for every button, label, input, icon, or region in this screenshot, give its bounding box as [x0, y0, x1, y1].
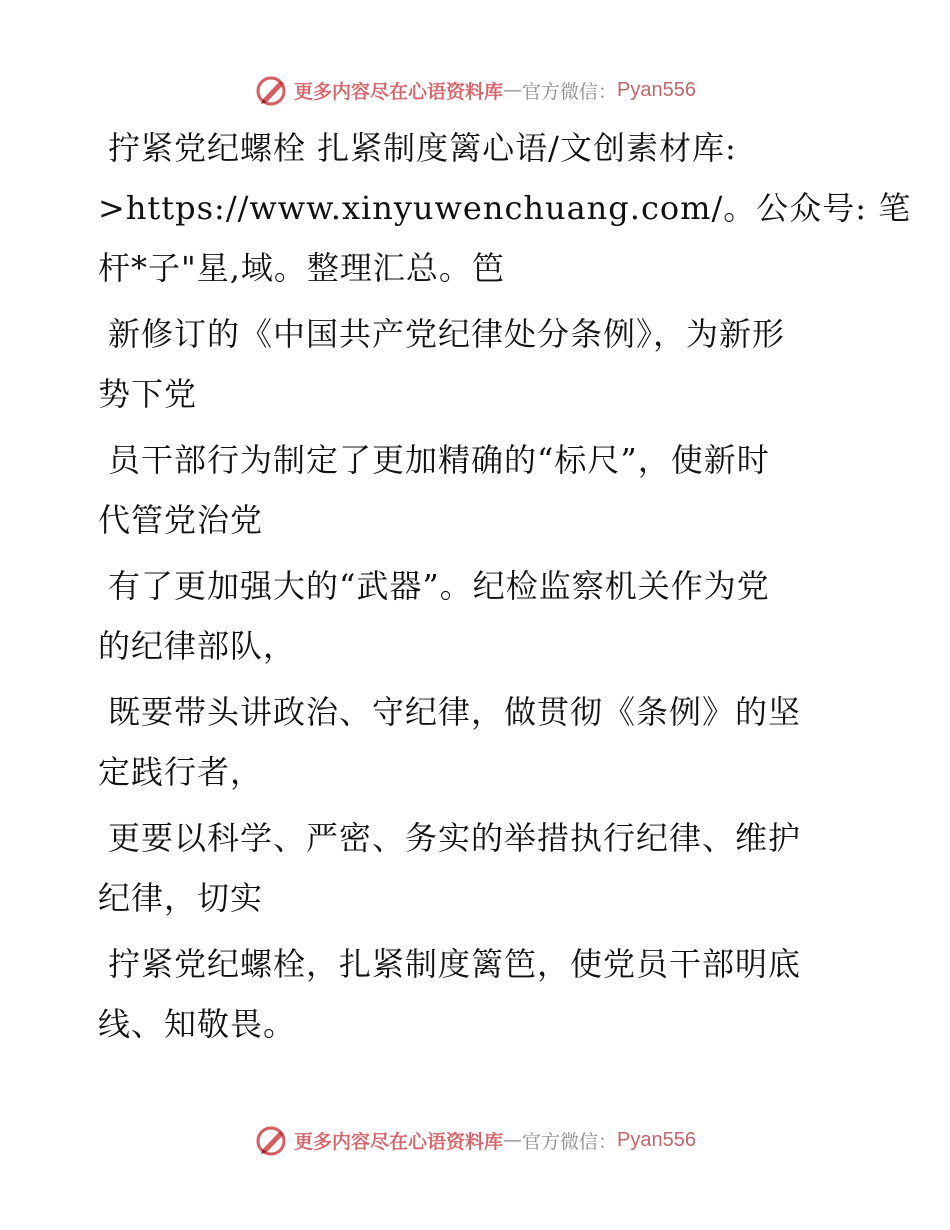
text-line: 代管党治党 — [98, 501, 264, 539]
text-line: 杆*子"星,域。整理汇总。笆 — [98, 249, 505, 287]
paragraph — [98, 118, 912, 298]
text-line: 更要以科学、严密、务实的举措执行纪律、维护 — [108, 819, 802, 857]
text-line: 势下党 — [98, 375, 198, 413]
text-line: 员干部行为制定了更加精确的“标尺”，使新时 — [108, 441, 770, 479]
text-line: 有了更加强大的“武器”。纪检监察机关作为党 — [108, 567, 770, 605]
banner-separator: — — [503, 79, 523, 101]
paragraph — [98, 430, 858, 550]
text-line: 既要带头讲政治、守纪律，做贯彻《条例》的坚 — [108, 693, 802, 731]
paragraph — [98, 556, 858, 676]
paragraph — [98, 808, 858, 928]
text-line: 纪律，切实 — [98, 879, 264, 917]
text-line: 拧紧党纪螺栓 扎紧制度篱心语/文创素材库: — [108, 129, 737, 167]
paragraph — [98, 304, 858, 424]
paragraph — [98, 934, 858, 1054]
paragraph — [98, 682, 858, 802]
text-line: 线、知敬畏。 — [98, 1005, 297, 1043]
text-line: 定践行者， — [98, 753, 264, 791]
header-watermark-banner — [0, 68, 950, 112]
pen-logo-icon — [254, 72, 290, 108]
banner-slogan: 更多内容尽在心语资料库 — [294, 1130, 504, 1153]
footer-watermark-banner — [0, 1118, 950, 1162]
text-line: 的纪律部队， — [98, 627, 297, 665]
banner-contact-label: 官方微信： — [522, 80, 618, 103]
banner-separator: — — [503, 1129, 523, 1151]
banner-contact-id: Pyan556 — [617, 78, 696, 101]
banner-contact-id: Pyan556 — [617, 1128, 696, 1151]
text-line: 拧紧党纪螺栓，扎紧制度篱笆，使党员干部明底 — [108, 945, 802, 983]
text-line: 新修订的《中国共产党纪律处分条例》，为新形 — [108, 315, 786, 353]
pen-logo-icon — [254, 1122, 290, 1158]
banner-contact-label: 官方微信： — [522, 1130, 618, 1153]
banner-slogan: 更多内容尽在心语资料库 — [294, 80, 504, 103]
document-body — [98, 118, 912, 1060]
text-line: >https://www.xinyuwenchuang.com/。公众号: 笔 — [98, 189, 912, 227]
